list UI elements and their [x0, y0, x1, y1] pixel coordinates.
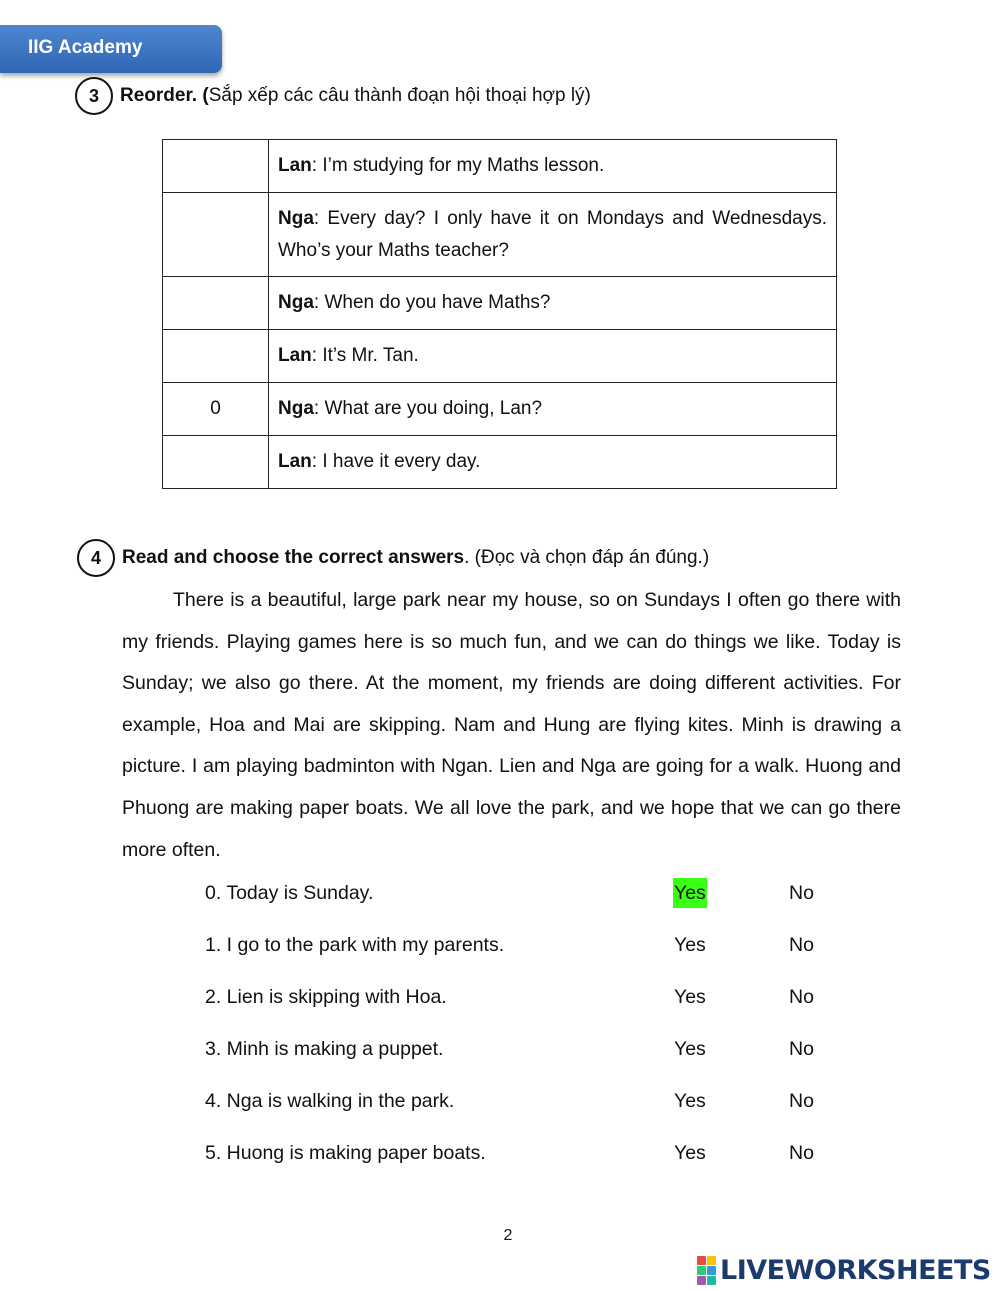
question-text: 2. Lien is skipping with Hoa. [205, 986, 447, 1008]
order-number-cell: 0 [163, 383, 269, 436]
dialogue-text: : It’s Mr. Tan. [311, 345, 419, 366]
section-number-badge: 4 [77, 539, 115, 577]
dialogue-line [269, 436, 837, 489]
question-text: 5. Huong is making paper boats. [205, 1142, 486, 1164]
question-row [205, 1138, 845, 1168]
dialogue-text: : When do you have Maths? [313, 292, 551, 313]
no-option[interactable]: No [789, 882, 814, 904]
yes-option[interactable]: Yes [674, 934, 706, 956]
yes-option[interactable]: Yes [673, 878, 707, 908]
liveworksheets-icon [697, 1256, 716, 1285]
dialogue-line [269, 383, 837, 436]
no-option[interactable]: No [789, 1038, 814, 1060]
table-row [163, 383, 837, 436]
question-text: 4. Nga is walking in the park. [205, 1090, 455, 1112]
table-row [163, 277, 837, 330]
dialogue-text: : I’m studying for my Maths lesson. [311, 155, 605, 176]
question-row [205, 1086, 845, 1116]
speaker-name: Nga [278, 292, 314, 313]
yes-option[interactable]: Yes [674, 1090, 706, 1112]
table-row [163, 193, 837, 277]
order-number-cell[interactable] [163, 193, 269, 277]
dialogue-line [269, 193, 837, 277]
liveworksheets-logo [697, 1253, 991, 1287]
section-subtitle: Sắp xếp các câu thành đoạn hội thoại hợp lý) [208, 85, 591, 106]
question-row [205, 1034, 845, 1064]
section-title: Reorder. ( [120, 85, 209, 106]
liveworksheets-text: LIVEWORKSHEETS [720, 1254, 991, 1286]
page-number: 2 [503, 1227, 513, 1244]
no-option[interactable]: No [789, 1090, 814, 1112]
dialogue-line [269, 140, 837, 193]
table-row [163, 330, 837, 383]
no-option[interactable]: No [789, 1142, 814, 1164]
speaker-name: Lan [278, 155, 312, 176]
section-title: Read and choose the correct answers [122, 547, 465, 568]
order-number-cell[interactable] [163, 436, 269, 489]
question-text: 3. Minh is making a puppet. [205, 1038, 444, 1060]
dialogue-text: : Every day? I only have it on Mondays and Wednesdays. Who’s your Maths teacher? [278, 207, 827, 261]
question-text: 1. I go to the park with my parents. [205, 934, 505, 956]
table-row [163, 436, 837, 489]
section-4-heading [77, 538, 709, 578]
reading-passage: There is a beautiful, large park near my house, so on Sundays I often go there with my friends. Playing games here is so much fun, and we can do things we like. Today is Sunday; we also go there. At the moment, my friends are doing different activities. For example, Hoa and Mai are skipping. Nam and Hung are flying kites. Minh is drawing a picture. I am playing badminton with Ngan. Lien and Nga are going for a walk. Huong and Phuong are making paper boats. We all love the park, and we hope that we can go there more often. [122, 589, 901, 861]
yes-option[interactable]: Yes [674, 986, 706, 1008]
brand-tab: IIG Academy [0, 25, 222, 73]
dialogue-text: : What are you doing, Lan? [313, 398, 543, 419]
question-row [205, 878, 845, 908]
question-row [205, 982, 845, 1012]
question-text: 0. Today is Sunday. [205, 882, 374, 904]
question-row [205, 930, 845, 960]
reorder-table [162, 139, 837, 489]
section-number-badge: 3 [75, 77, 113, 115]
no-option[interactable]: No [789, 934, 814, 956]
dialogue-line [269, 330, 837, 383]
order-number-cell[interactable] [163, 140, 269, 193]
section-subtitle: . (Đọc và chọn đáp án đúng.) [464, 547, 710, 568]
speaker-name: Lan [278, 451, 312, 472]
table-row [163, 140, 837, 193]
speaker-name: Lan [278, 345, 312, 366]
yes-option[interactable]: Yes [674, 1142, 706, 1164]
speaker-name: Nga [278, 398, 314, 419]
section-3-heading [75, 76, 591, 116]
order-number-cell[interactable] [163, 330, 269, 383]
no-option[interactable]: No [789, 986, 814, 1008]
dialogue-text: : I have it every day. [311, 451, 481, 472]
order-number-cell[interactable] [163, 277, 269, 330]
yes-option[interactable]: Yes [674, 1038, 706, 1060]
speaker-name: Nga [278, 207, 314, 229]
dialogue-line [269, 277, 837, 330]
